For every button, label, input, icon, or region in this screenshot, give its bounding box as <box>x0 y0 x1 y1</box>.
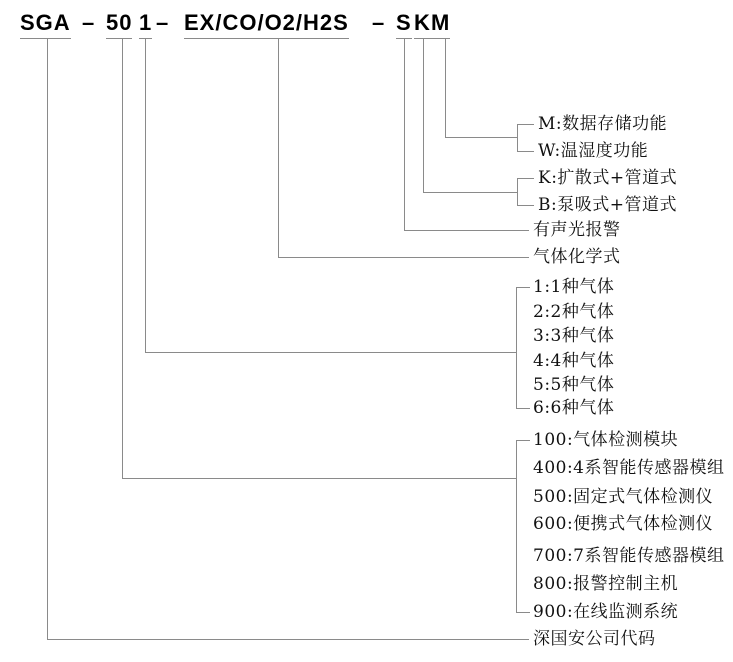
bracket-series-top-tick <box>516 440 530 441</box>
separator-dash: – <box>82 10 96 35</box>
bracket-mw-bottom-tick <box>517 151 534 152</box>
connector-series-vertical <box>122 39 123 478</box>
connector-storage-horizontal <box>445 137 517 138</box>
label-gas-count-6: 6:6种气体 <box>533 398 615 418</box>
bracket-gascount-top-tick <box>516 287 530 288</box>
bracket-gascount-bottom-tick <box>516 408 530 409</box>
label-gas-count-1: 1:1种气体 <box>533 277 615 297</box>
bracket-gascount-vertical <box>516 287 517 409</box>
label-gas-count-5: 5:5种气体 <box>533 375 615 395</box>
connector-sampling-horizontal <box>423 192 517 193</box>
label-series-900: 900:在线监测系统 <box>533 602 679 622</box>
connector-formula-horizontal <box>278 257 529 258</box>
connector-alarm-horizontal <box>404 230 529 231</box>
option-s-segment: S <box>396 10 412 39</box>
bracket-mw-top-tick <box>517 124 534 125</box>
label-alarm: 有声光报警 <box>533 220 621 240</box>
label-series-700: 700:7系智能传感器模组 <box>533 546 725 566</box>
label-gas-count-2: 2:2种气体 <box>533 302 615 322</box>
option-k-segment: K <box>414 10 431 39</box>
label-series-600: 600:便携式气体检测仪 <box>533 514 714 534</box>
connector-gascount-vertical <box>145 39 146 352</box>
connector-series-horizontal <box>122 478 516 479</box>
label-series-500: 500:固定式气体检测仪 <box>533 487 714 507</box>
bracket-kb-vertical <box>517 178 518 206</box>
company-code-segment: SGA <box>20 10 71 39</box>
connector-alarm-vertical <box>404 39 405 230</box>
bracket-kb-bottom-tick <box>517 205 534 206</box>
label-option-k: K:扩散式+管道式 <box>538 168 678 188</box>
connector-sampling-vertical <box>423 39 424 192</box>
label-company: 深国安公司代码 <box>533 629 656 649</box>
bracket-kb-top-tick <box>517 178 534 179</box>
label-gas-count-4: 4:4种气体 <box>533 351 615 371</box>
separator-dash: – <box>372 10 386 35</box>
label-gas-count-3: 3:3种气体 <box>533 326 615 346</box>
option-m-segment: M <box>431 10 450 39</box>
gas-count-segment: 1 <box>139 10 152 39</box>
label-series-100: 100:气体检测模块 <box>533 430 679 450</box>
separator-dash: – <box>156 10 170 35</box>
label-option-b: B:泵吸式+管道式 <box>538 195 677 215</box>
connector-company-horizontal <box>47 639 529 640</box>
connector-gascount-horizontal <box>145 352 516 353</box>
label-series-800: 800:报警控制主机 <box>533 574 679 594</box>
bracket-mw-vertical <box>517 124 518 152</box>
series-digits-segment: 50 <box>106 10 132 39</box>
label-series-400: 400:4系智能传感器模组 <box>533 458 725 478</box>
connector-formula-vertical <box>278 39 279 257</box>
bracket-series-vertical <box>516 440 517 613</box>
gas-formula-segment: EX/CO/O2/H2S <box>184 10 349 39</box>
bracket-series-bottom-tick <box>516 612 530 613</box>
label-option-w: W:温湿度功能 <box>538 141 649 161</box>
label-option-m: M:数据存储功能 <box>538 114 668 134</box>
connector-company-vertical <box>47 39 48 639</box>
label-gas-formula: 气体化学式 <box>533 247 621 267</box>
connector-storage-vertical <box>445 39 446 137</box>
